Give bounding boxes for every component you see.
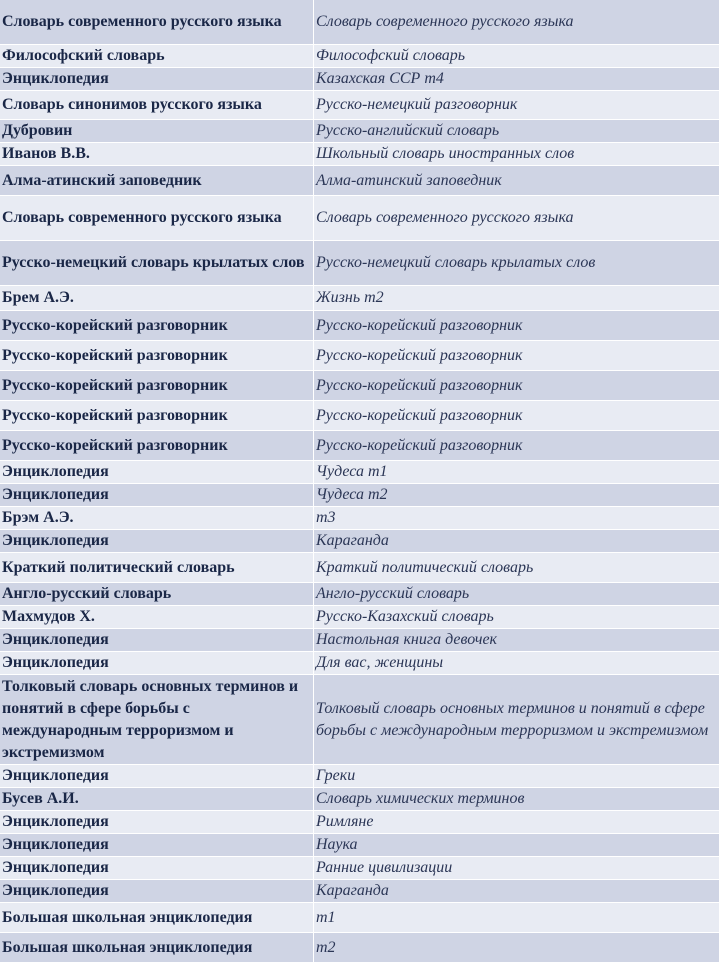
table-row — [0, 341, 720, 371]
table-row — [0, 788, 720, 811]
title-cell: Русско-корейский разговорник — [314, 311, 720, 341]
author-cell: Словарь современного русского языка — [0, 0, 314, 45]
table-row — [0, 91, 720, 120]
title-cell: Русско-корейский разговорник — [314, 371, 720, 401]
table-row — [0, 507, 720, 530]
table-row — [0, 143, 720, 166]
title-cell: Словарь современного русского языка — [314, 0, 720, 45]
title-cell: Алма-атинский заповедник — [314, 166, 720, 196]
title-cell: Философский словарь — [314, 45, 720, 68]
title-cell: т3 — [314, 507, 720, 530]
title-cell: Русско-Казахский словарь — [314, 606, 720, 629]
table-row — [0, 553, 720, 583]
table-row — [0, 583, 720, 606]
author-cell: Энциклопедия — [0, 880, 314, 903]
author-cell: Толковый словарь основных терминов и понятий в сфере борьбы с международным терроризмом и экстремизмом — [0, 675, 314, 765]
author-cell: Русско-корейский разговорник — [0, 401, 314, 431]
author-cell: Энциклопедия — [0, 834, 314, 857]
title-cell: Краткий политический словарь — [314, 553, 720, 583]
title-cell: Толковый словарь основных терминов и понятий в сфере борьбы с международным терроризмом и экстремизмом — [314, 675, 720, 765]
table-row — [0, 431, 720, 461]
author-cell: Философский словарь — [0, 45, 314, 68]
table-row — [0, 241, 720, 286]
title-cell: Школьный словарь иностранных слов — [314, 143, 720, 166]
title-cell: Русско-корейский разговорник — [314, 431, 720, 461]
table-row — [0, 811, 720, 834]
table-row — [0, 286, 720, 311]
table-row — [0, 880, 720, 903]
title-cell: Настольная книга девочек — [314, 629, 720, 652]
title-cell: Караганда — [314, 880, 720, 903]
table-row — [0, 857, 720, 880]
table-row — [0, 834, 720, 857]
title-cell: Словарь химических терминов — [314, 788, 720, 811]
title-cell: т1 — [314, 903, 720, 933]
author-cell: Словарь синонимов русского языка — [0, 91, 314, 120]
title-cell: Для вас, женщины — [314, 652, 720, 675]
title-cell: Жизнь т2 — [314, 286, 720, 311]
author-cell: Русско-корейский разговорник — [0, 371, 314, 401]
table-row — [0, 311, 720, 341]
author-cell: Большая школьная энциклопедия — [0, 933, 314, 963]
author-cell: Русско-немецкий словарь крылатых слов — [0, 241, 314, 286]
author-cell: Большая школьная энциклопедия — [0, 903, 314, 933]
title-cell: Караганда — [314, 530, 720, 553]
author-cell: Иванов В.В. — [0, 143, 314, 166]
table-row — [0, 401, 720, 431]
table-row — [0, 371, 720, 401]
table-row — [0, 933, 720, 963]
table-row — [0, 765, 720, 788]
author-cell: Англо-русский словарь — [0, 583, 314, 606]
title-cell: Чудеса т1 — [314, 461, 720, 484]
table-row — [0, 903, 720, 933]
title-cell: Русско-немецкий разговорник — [314, 91, 720, 120]
table-row — [0, 530, 720, 553]
author-cell: Брэм А.Э. — [0, 507, 314, 530]
author-cell: Бусев А.И. — [0, 788, 314, 811]
author-cell: Энциклопедия — [0, 765, 314, 788]
author-cell: Энциклопедия — [0, 629, 314, 652]
title-cell: т2 — [314, 933, 720, 963]
table-row — [0, 461, 720, 484]
title-cell: Ранние цивилизации — [314, 857, 720, 880]
author-cell: Энциклопедия — [0, 811, 314, 834]
title-cell: Русско-корейский разговорник — [314, 401, 720, 431]
table-row — [0, 629, 720, 652]
title-cell: Русско-немецкий словарь крылатых слов — [314, 241, 720, 286]
author-cell: Энциклопедия — [0, 857, 314, 880]
title-cell: Англо-русский словарь — [314, 583, 720, 606]
author-cell: Брем А.Э. — [0, 286, 314, 311]
author-cell: Махмудов Х. — [0, 606, 314, 629]
title-cell: Наука — [314, 834, 720, 857]
title-cell: Греки — [314, 765, 720, 788]
author-cell: Энциклопедия — [0, 484, 314, 507]
table-row — [0, 166, 720, 196]
title-cell: Казахская ССР т4 — [314, 68, 720, 91]
title-cell: Римляне — [314, 811, 720, 834]
author-cell: Энциклопедия — [0, 652, 314, 675]
table-row — [0, 484, 720, 507]
title-cell: Русско-английский словарь — [314, 120, 720, 143]
author-cell: Алма-атинский заповедник — [0, 166, 314, 196]
author-cell: Русско-корейский разговорник — [0, 431, 314, 461]
table-row — [0, 652, 720, 675]
author-cell: Энциклопедия — [0, 530, 314, 553]
table-row — [0, 196, 720, 241]
table-row — [0, 120, 720, 143]
table-row — [0, 45, 720, 68]
table-row — [0, 68, 720, 91]
title-cell: Чудеса т2 — [314, 484, 720, 507]
author-cell: Краткий политический словарь — [0, 553, 314, 583]
author-cell: Русско-корейский разговорник — [0, 341, 314, 371]
table-row — [0, 606, 720, 629]
author-cell: Русско-корейский разговорник — [0, 311, 314, 341]
author-cell: Энциклопедия — [0, 68, 314, 91]
author-cell: Энциклопедия — [0, 461, 314, 484]
table-row — [0, 0, 720, 45]
title-cell: Русско-корейский разговорник — [314, 341, 720, 371]
title-cell: Словарь современного русского языка — [314, 196, 720, 241]
author-cell: Дубровин — [0, 120, 314, 143]
author-cell: Словарь современного русского языка — [0, 196, 314, 241]
table-row — [0, 675, 720, 765]
